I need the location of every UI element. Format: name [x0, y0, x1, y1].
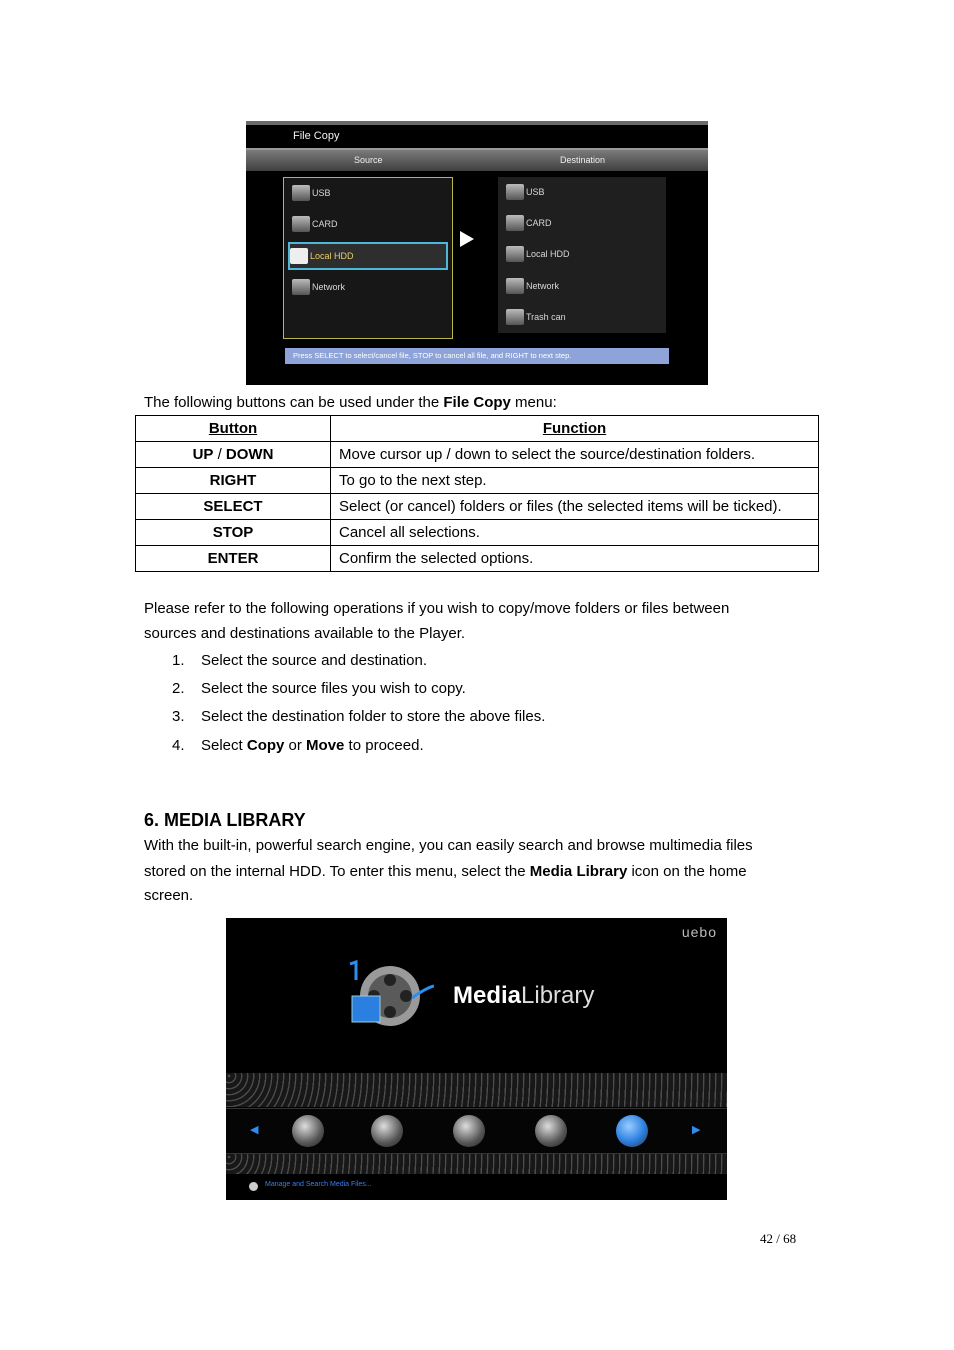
media-library-title: MediaLibrary: [453, 982, 595, 1009]
source-item-local-hdd[interactable]: Local HDD: [288, 242, 448, 270]
function-cell: Select (or cancel) folders or files (the selected items will be ticked).: [331, 494, 819, 520]
brand-logo: uebo: [681, 924, 717, 940]
list-item: 2. Select the source files you wish to copy.: [172, 680, 466, 697]
source-header: Source: [354, 155, 383, 165]
list-item: 1. Select the source and destination.: [172, 652, 427, 669]
network-icon: [506, 278, 524, 294]
button-cell: ENTER: [136, 546, 331, 572]
button-cell: STOP: [136, 520, 331, 546]
button-cell: RIGHT: [136, 468, 331, 494]
top-bar: [246, 121, 708, 125]
table-row: [136, 494, 819, 520]
media-library-logo-icon: [342, 958, 434, 1034]
usb-icon: [292, 185, 310, 201]
dest-item-card[interactable]: CARD: [506, 211, 552, 235]
table-row: [136, 442, 819, 468]
source-item-usb[interactable]: USB: [292, 181, 331, 205]
function-cell: Confirm the selected options.: [331, 546, 819, 572]
intro-text: The following buttons can be used under the File Copy menu:: [144, 394, 557, 411]
card-icon: [506, 215, 524, 231]
hint-bar: Press SELECT to select/cancel file, STOP to cancel all file, and RIGHT to next step.: [285, 348, 669, 364]
source-panel: [283, 177, 453, 339]
file-copy-screenshot: [246, 121, 708, 385]
section-heading: 6. MEDIA LIBRARY: [144, 810, 306, 830]
button-cell: UP / DOWN: [136, 442, 331, 468]
menu-icon-1[interactable]: [292, 1115, 324, 1147]
table-row: [136, 468, 819, 494]
usb-icon: [506, 184, 524, 200]
section-line-1: With the built-in, powerful search engine, you can easily search and browse multimedia files: [144, 837, 753, 854]
page-number: 42 / 68: [760, 1231, 797, 1246]
dest-item-usb[interactable]: USB: [506, 180, 545, 204]
button-table: [135, 415, 819, 572]
list-item: 3. Select the destination folder to store the above files.: [172, 708, 546, 725]
right-arrow-icon[interactable]: ▶: [692, 1124, 701, 1136]
destination-header: Destination: [560, 155, 606, 165]
left-arrow-icon[interactable]: ◀: [250, 1124, 259, 1136]
destination-panel: [498, 177, 666, 333]
function-cell: Cancel all selections.: [331, 520, 819, 546]
column-header: [246, 148, 708, 171]
download-icon[interactable]: [535, 1115, 567, 1147]
function-cell: To go to the next step.: [331, 468, 819, 494]
card-icon: [292, 216, 310, 232]
media-library-screenshot: [226, 918, 727, 1200]
table-header-row: [136, 416, 819, 442]
para-line-2: sources and destinations available to the Player.: [144, 625, 466, 642]
media-library-menu-icon[interactable]: [616, 1115, 648, 1147]
list-item: 4. Select Copy or Move to proceed.: [172, 737, 424, 754]
section-line-2: stored on the internal HDD. To enter this menu, select the Media Library icon on the home: [144, 863, 747, 880]
para-line-1: Please refer to the following operations if you wish to copy/move folders or files between: [144, 600, 730, 617]
dest-item-local-hdd[interactable]: Local HDD: [506, 242, 570, 266]
info-icon: [249, 1182, 258, 1191]
trash-can-icon: [506, 309, 524, 325]
speaker-grill: [226, 1154, 727, 1174]
next-arrow-icon: [460, 231, 474, 247]
dest-item-network[interactable]: Network: [506, 274, 559, 298]
file-copy-title: File Copy: [293, 130, 340, 142]
button-cell: SELECT: [136, 494, 331, 520]
section-line-3: screen.: [144, 887, 194, 904]
hdd-icon: [506, 246, 524, 262]
header-function: Function: [331, 416, 819, 442]
network-icon: [292, 279, 310, 295]
icon-menu-bar: [226, 1108, 727, 1154]
function-cell: Move cursor up / down to select the source/destination folders.: [331, 442, 819, 468]
header-button: Button: [136, 416, 331, 442]
hdd-icon: [290, 248, 308, 264]
dest-item-trash[interactable]: Trash can: [506, 305, 566, 329]
source-item-card[interactable]: CARD: [292, 212, 338, 236]
rss-globe-icon[interactable]: [371, 1115, 403, 1147]
source-item-network[interactable]: Network: [292, 275, 345, 299]
table-row: [136, 520, 819, 546]
speaker-grill: [226, 1073, 727, 1107]
network-globe-icon[interactable]: [453, 1115, 485, 1147]
tip-text: Manage and Search Media Files...: [265, 1181, 372, 1188]
table-row: [136, 546, 819, 572]
